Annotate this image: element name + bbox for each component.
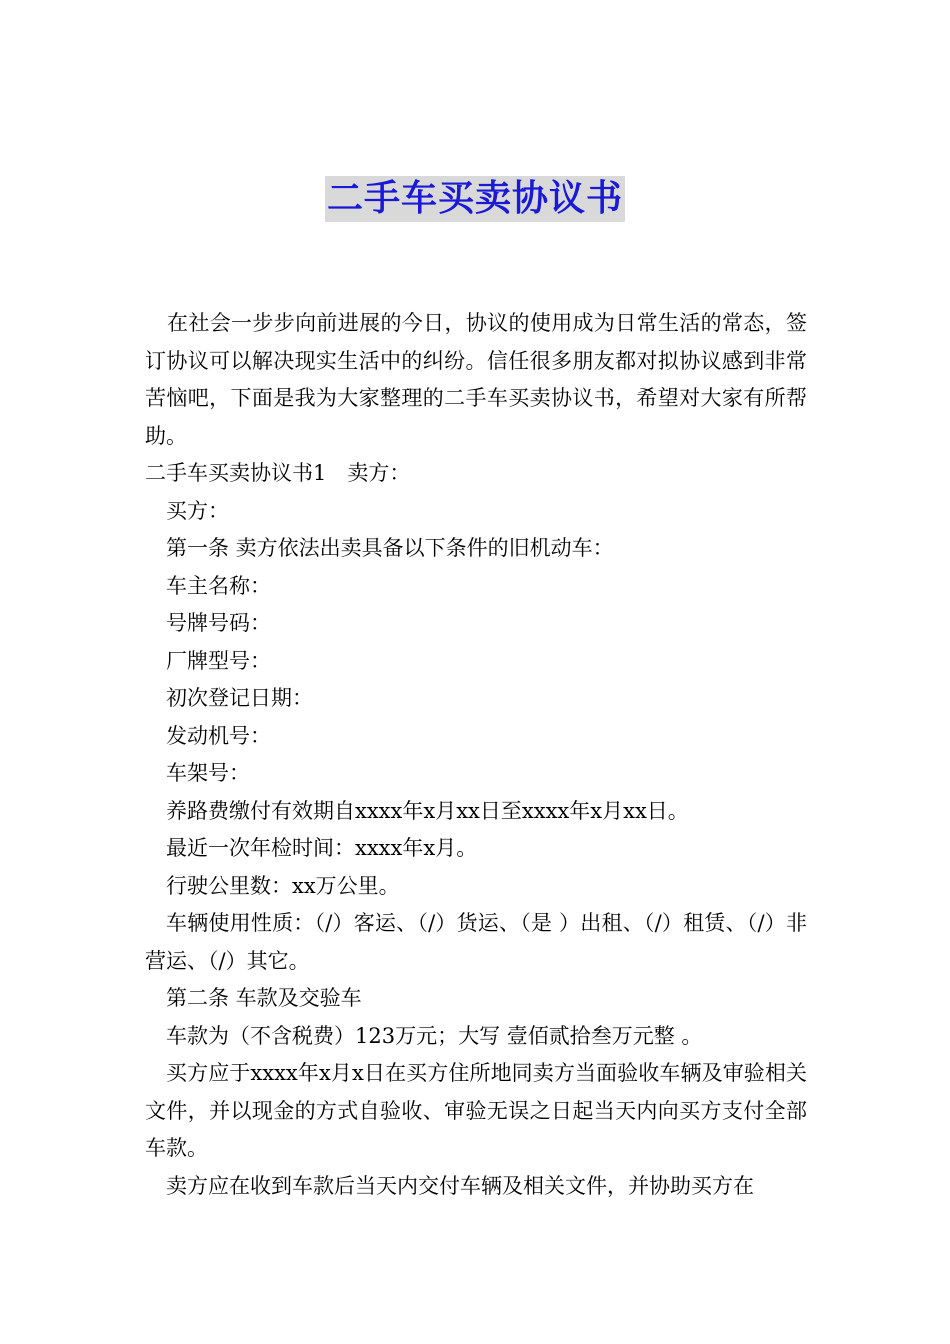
agreement-heading-seller: 二手车买卖协议书1 卖方： — [145, 461, 411, 485]
frame-number-line: 车架号： — [166, 761, 250, 785]
intro-paragraph: 在社会一步步向前进展的今日，协议的使用成为日常生活的常态，签订协议可以解决现实生活中的纠纷。信任很多朋友都对拟协议感到非常苦恼吧，下面是我为大家整理的二手车买卖协议书，希望对大家有所帮助。 — [145, 311, 807, 448]
first-registration-line: 初次登记日期： — [166, 686, 313, 710]
delivery-paragraph: 卖方应在收到车款后当天内交付车辆及相关文件，并协助买方在 — [166, 1173, 754, 1198]
document-title: 二手车买卖协议书 — [325, 176, 625, 222]
usage-nature-paragraph: 车辆使用性质：（/）客运、（/）货运、（是 ）出租、（/）租赁、（/）非营运、（/）其它。 — [145, 911, 807, 973]
brand-model-line: 厂牌型号： — [166, 648, 271, 673]
inspection-paragraph: 买方应于xxxx年x月x日在买方住所地同卖方当面验收车辆及审验相关文件，并以现金的方式自验收、审验无误之日起当天内向买方支付全部车款。 — [145, 1061, 807, 1160]
article-2: 第二条 车款及交验车 — [166, 986, 362, 1010]
road-fee-line: 养路费缴付有效期自xxxx年x月xx日至xxxx年x月xx日。 — [166, 798, 689, 823]
mileage-line: 行驶公里数：xx万公里。 — [166, 873, 400, 898]
price-line: 车款为（不含税费）123万元；大写 壹佰贰拾叁万元整 。 — [166, 1023, 703, 1048]
article-1: 第一条 卖方依法出卖具备以下条件的旧机动车： — [166, 536, 614, 560]
plate-number-line: 号牌号码： — [166, 611, 271, 635]
buyer-line: 买方： — [166, 498, 229, 523]
annual-inspection-line: 最近一次年检时间：xxxx年x月。 — [166, 836, 478, 860]
owner-name-line: 车主名称： — [166, 573, 271, 598]
engine-number-line: 发动机号： — [166, 723, 271, 748]
title-container — [0, 176, 950, 222]
document-body — [145, 305, 807, 1205]
